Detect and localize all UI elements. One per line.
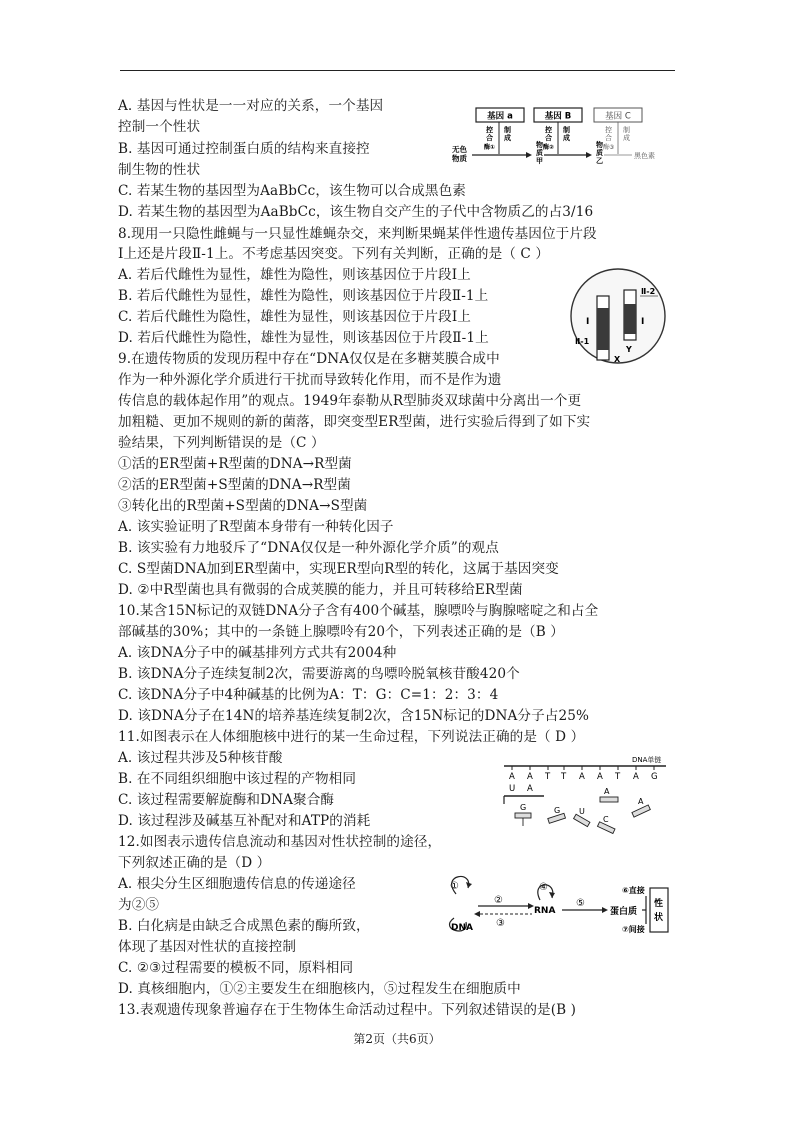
svg-text:质: 质: [596, 149, 603, 157]
text-line: 加粗糙、更加不规则的新的菌落，即突变型ER型菌，进行实验后得到了如下实: [118, 414, 591, 430]
dna-label: DNA: [451, 923, 473, 933]
dna-strand-label: DNA单链: [632, 756, 662, 764]
svg-text:甲: 甲: [536, 157, 543, 165]
text-line: 控制一个性状: [118, 119, 201, 135]
text-line: ①活的ER型菌+R型菌的DNA→R型菌: [118, 456, 352, 472]
colorless-substance-label: 无色: [452, 145, 467, 154]
text-line: B. 白化病是由缺乏合成黑色素的酶所致，: [118, 918, 370, 934]
trait-box: [650, 888, 668, 932]
svg-text:A: A: [604, 787, 610, 796]
protein-label: 蛋白质: [610, 907, 638, 917]
svg-text:成: 成: [504, 134, 511, 142]
text-line: 11.如图表示在人体细胞核中进行的某一生命过程，下列说法正确的是（ D ）: [118, 729, 585, 745]
text-line: B. 该实验有力地驳斥了“DNA仅仅是一种外源化学介质”的观点: [118, 540, 499, 556]
text-line: D. 若某生物的基因型为AaBbCc，该生物自交产生的子代中含物质乙的占3/16: [118, 204, 594, 220]
text-line: 13.表观遗传现象普遍存在于生物体生命活动过程中。下列叙述错误的是(B ): [118, 1002, 577, 1018]
segment-i-label-right: Ⅰ: [641, 317, 645, 327]
svg-text:控: 控: [486, 126, 493, 134]
segment-i-label-left: Ⅰ: [586, 317, 590, 327]
text-line: 作为一种外源化学介质进行干扰而导致转化作用，而不是作为遗: [118, 372, 502, 388]
process5-label: ⑤: [576, 898, 585, 909]
svg-text:A: A: [597, 772, 603, 782]
svg-text:酶②: 酶②: [543, 144, 555, 151]
text-line: B. 基因可通过控制蛋白质的结构来直接控: [118, 141, 370, 157]
text-line: 8.现用一只隐性雌蝇与一只显性雄蝇杂交，来判断果蝇某伴性遗传基因位于片段: [118, 226, 597, 242]
text-line: C. 若后代雌性为隐性，雄性为显性，则该基因位于片段Ⅰ上: [118, 309, 471, 325]
svg-text:A: A: [638, 797, 644, 806]
text-line: C. S型菌DNA加到ER型菌中，实现ER型向R型的转化，这属于基因突变: [118, 561, 559, 577]
svg-text:T: T: [545, 772, 551, 782]
svg-text:控: 控: [605, 126, 612, 134]
text-line: ②活的ER型菌+S型菌的DNA→R型菌: [118, 477, 351, 493]
svg-text:合: 合: [486, 134, 493, 142]
svg-text:A: A: [527, 784, 533, 794]
svg-text:A: A: [509, 772, 515, 782]
segment-ii2-label: Ⅱ-2: [641, 287, 656, 296]
text-line: D. ②中R型菌也具有微弱的合成荚膜的能力，并且可转移给ER型菌: [118, 582, 523, 598]
text-line: Ⅰ上还是片段Ⅱ-1上。不考虑基因突变。下列有关判断，正确的是（ C ）: [118, 246, 550, 262]
svg-text:合: 合: [545, 134, 552, 142]
gene-pathway-figure: [448, 104, 666, 170]
svg-text:乙: 乙: [596, 157, 603, 165]
transcription-figure: [500, 752, 670, 840]
svg-text:控: 控: [545, 126, 552, 134]
text-line: A. 根尖分生区细胞遗传信息的传递途径: [118, 876, 356, 892]
text-line: 12.如图表示遗传信息流动和基因对性状控制的途径，: [118, 834, 442, 850]
ctrl-enzyme1: [484, 125, 511, 151]
melanin-label: 黑色素: [634, 152, 655, 160]
text-line: 9.在遗传物质的发现历程中存在“DNA仅仅是在多糖荚膜合成中: [118, 351, 500, 367]
substance-b-label: 物: [596, 141, 603, 149]
process6-label: ⑥直接: [622, 886, 645, 895]
text-line: A. 该DNA分子中的碱基排列方式共有2004种: [118, 645, 397, 661]
template-bases: [509, 766, 658, 782]
svg-text:成: 成: [623, 134, 630, 142]
rna-label: RNA: [534, 906, 556, 916]
svg-text:T: T: [615, 772, 621, 782]
text-line: B. 在不同组织细胞中该过程的产物相同: [118, 771, 357, 787]
text-line: C. ②③过程需要的模板不同，原料相同: [118, 960, 354, 976]
text-line: C. 该过程需要解旋酶和DNA聚合酶: [118, 792, 335, 808]
text-line: 部碱基的30%；其中的一条链上腺嘌呤有20个，下列表述正确的是（B ）: [118, 624, 564, 640]
svg-text:制: 制: [563, 126, 570, 134]
text-line: D. 该DNA分子在14N的培养基连续复制2次，含15N标记的DNA分子占25%: [118, 708, 589, 724]
gene-a-label: 基因 a: [487, 111, 513, 122]
text-line: 制生物的性状: [118, 162, 201, 178]
gene-b-label: 基因 B: [544, 111, 572, 122]
svg-text:状: 状: [654, 913, 664, 923]
text-line: D. 若后代雌性为隐性，雄性为显性，则该基因位于片段Ⅱ-1上: [118, 330, 489, 346]
process2-label: ②: [494, 895, 503, 906]
rna-paired-segment: [504, 784, 544, 804]
svg-text:C: C: [603, 815, 609, 824]
svg-text:酶③: 酶③: [603, 144, 615, 151]
segment-ii1-label: Ⅱ-1: [575, 337, 590, 346]
svg-text:制: 制: [623, 126, 630, 134]
svg-text:U: U: [579, 807, 585, 816]
svg-text:合: 合: [605, 134, 612, 142]
text-line: A. 该过程共涉及5种核苷酸: [118, 750, 283, 766]
svg-text:质: 质: [536, 149, 543, 157]
svg-text:A: A: [633, 772, 639, 782]
text-line: B. 若后代雌性为显性，雄性为隐性，则该基因位于片段Ⅱ-1上: [118, 288, 489, 304]
chromosome-circle: [571, 269, 665, 363]
sex-chromosome-figure: [568, 268, 670, 368]
text-line: 10.某含15N标记的双链DNA分子含有400个碱基，腺嘌呤与胸腺嘧啶之和占全: [118, 603, 599, 619]
svg-text:A: A: [579, 772, 585, 782]
process7-label: ⑦间接: [622, 925, 645, 934]
gene-c-label: 基因 C: [605, 111, 631, 122]
svg-text:U: U: [509, 784, 516, 794]
y-label: Y: [626, 345, 632, 354]
free-nucleotides: [515, 787, 650, 834]
process1-label: ①: [450, 881, 459, 892]
svg-text:成: 成: [563, 134, 570, 142]
text-line: 体现了基因对性状的直接控制: [118, 939, 297, 955]
x-label: X: [614, 355, 621, 364]
text-line: A. 若后代雌性为显性，雄性为隐性，则该基因位于片段Ⅰ上: [118, 267, 471, 283]
substance-a-label: 物: [536, 141, 543, 149]
text-line: C. 该DNA分子中4种碱基的比例为A：T：G：C=1：2：3：4: [118, 687, 499, 703]
svg-text:A: A: [527, 772, 533, 782]
trait-label: 性: [654, 899, 664, 909]
ctrl-enzyme2: [543, 125, 570, 151]
text-line: C. 若某生物的基因型为AaBbCc，该生物可以合成黑色素: [118, 183, 466, 199]
process4-label: ④: [539, 882, 548, 893]
header-rule: [120, 70, 675, 71]
text-line: 验结果，下列判断错误的是（C ）: [118, 435, 325, 451]
text-line: B. 该DNA分子连续复制2次，需要游离的鸟嘌呤脱氧核苷酸420个: [118, 666, 520, 682]
svg-text:酶①: 酶①: [484, 144, 496, 151]
process3-label: ③: [496, 918, 505, 929]
information-flow-figure: [434, 866, 670, 940]
text-line: A. 该实验证明了R型菌本身带有一种转化因子: [118, 519, 394, 535]
svg-text:T: T: [561, 772, 567, 782]
svg-text:制: 制: [504, 126, 511, 134]
text-line: D. 该过程涉及碱基互补配对和ATP的消耗: [118, 813, 371, 829]
text-line: D. 真核细胞内，①②主要发生在细胞核内，⑤过程发生在细胞质中: [118, 981, 521, 997]
ctrl-enzyme3: [603, 125, 630, 151]
text-line: A. 基因与性状是一一对应的关系，一个基因: [118, 98, 384, 114]
svg-text:G: G: [554, 806, 561, 815]
svg-text:物质: 物质: [452, 154, 467, 163]
svg-text:G: G: [651, 772, 658, 782]
svg-text:G: G: [520, 803, 527, 812]
text-line: 下列叙述正确的是（D ）: [118, 855, 271, 871]
text-line: 为②⑤: [118, 897, 160, 913]
page-footer: 第2页（共6页）: [353, 1032, 441, 1046]
text-line: ③转化出的R型菌+S型菌的DNA→S型菌: [118, 498, 368, 514]
text-line: 传信息的载体起作用”的观点。1949年泰勒从R型肺炎双球菌中分离出一个更: [118, 393, 582, 409]
